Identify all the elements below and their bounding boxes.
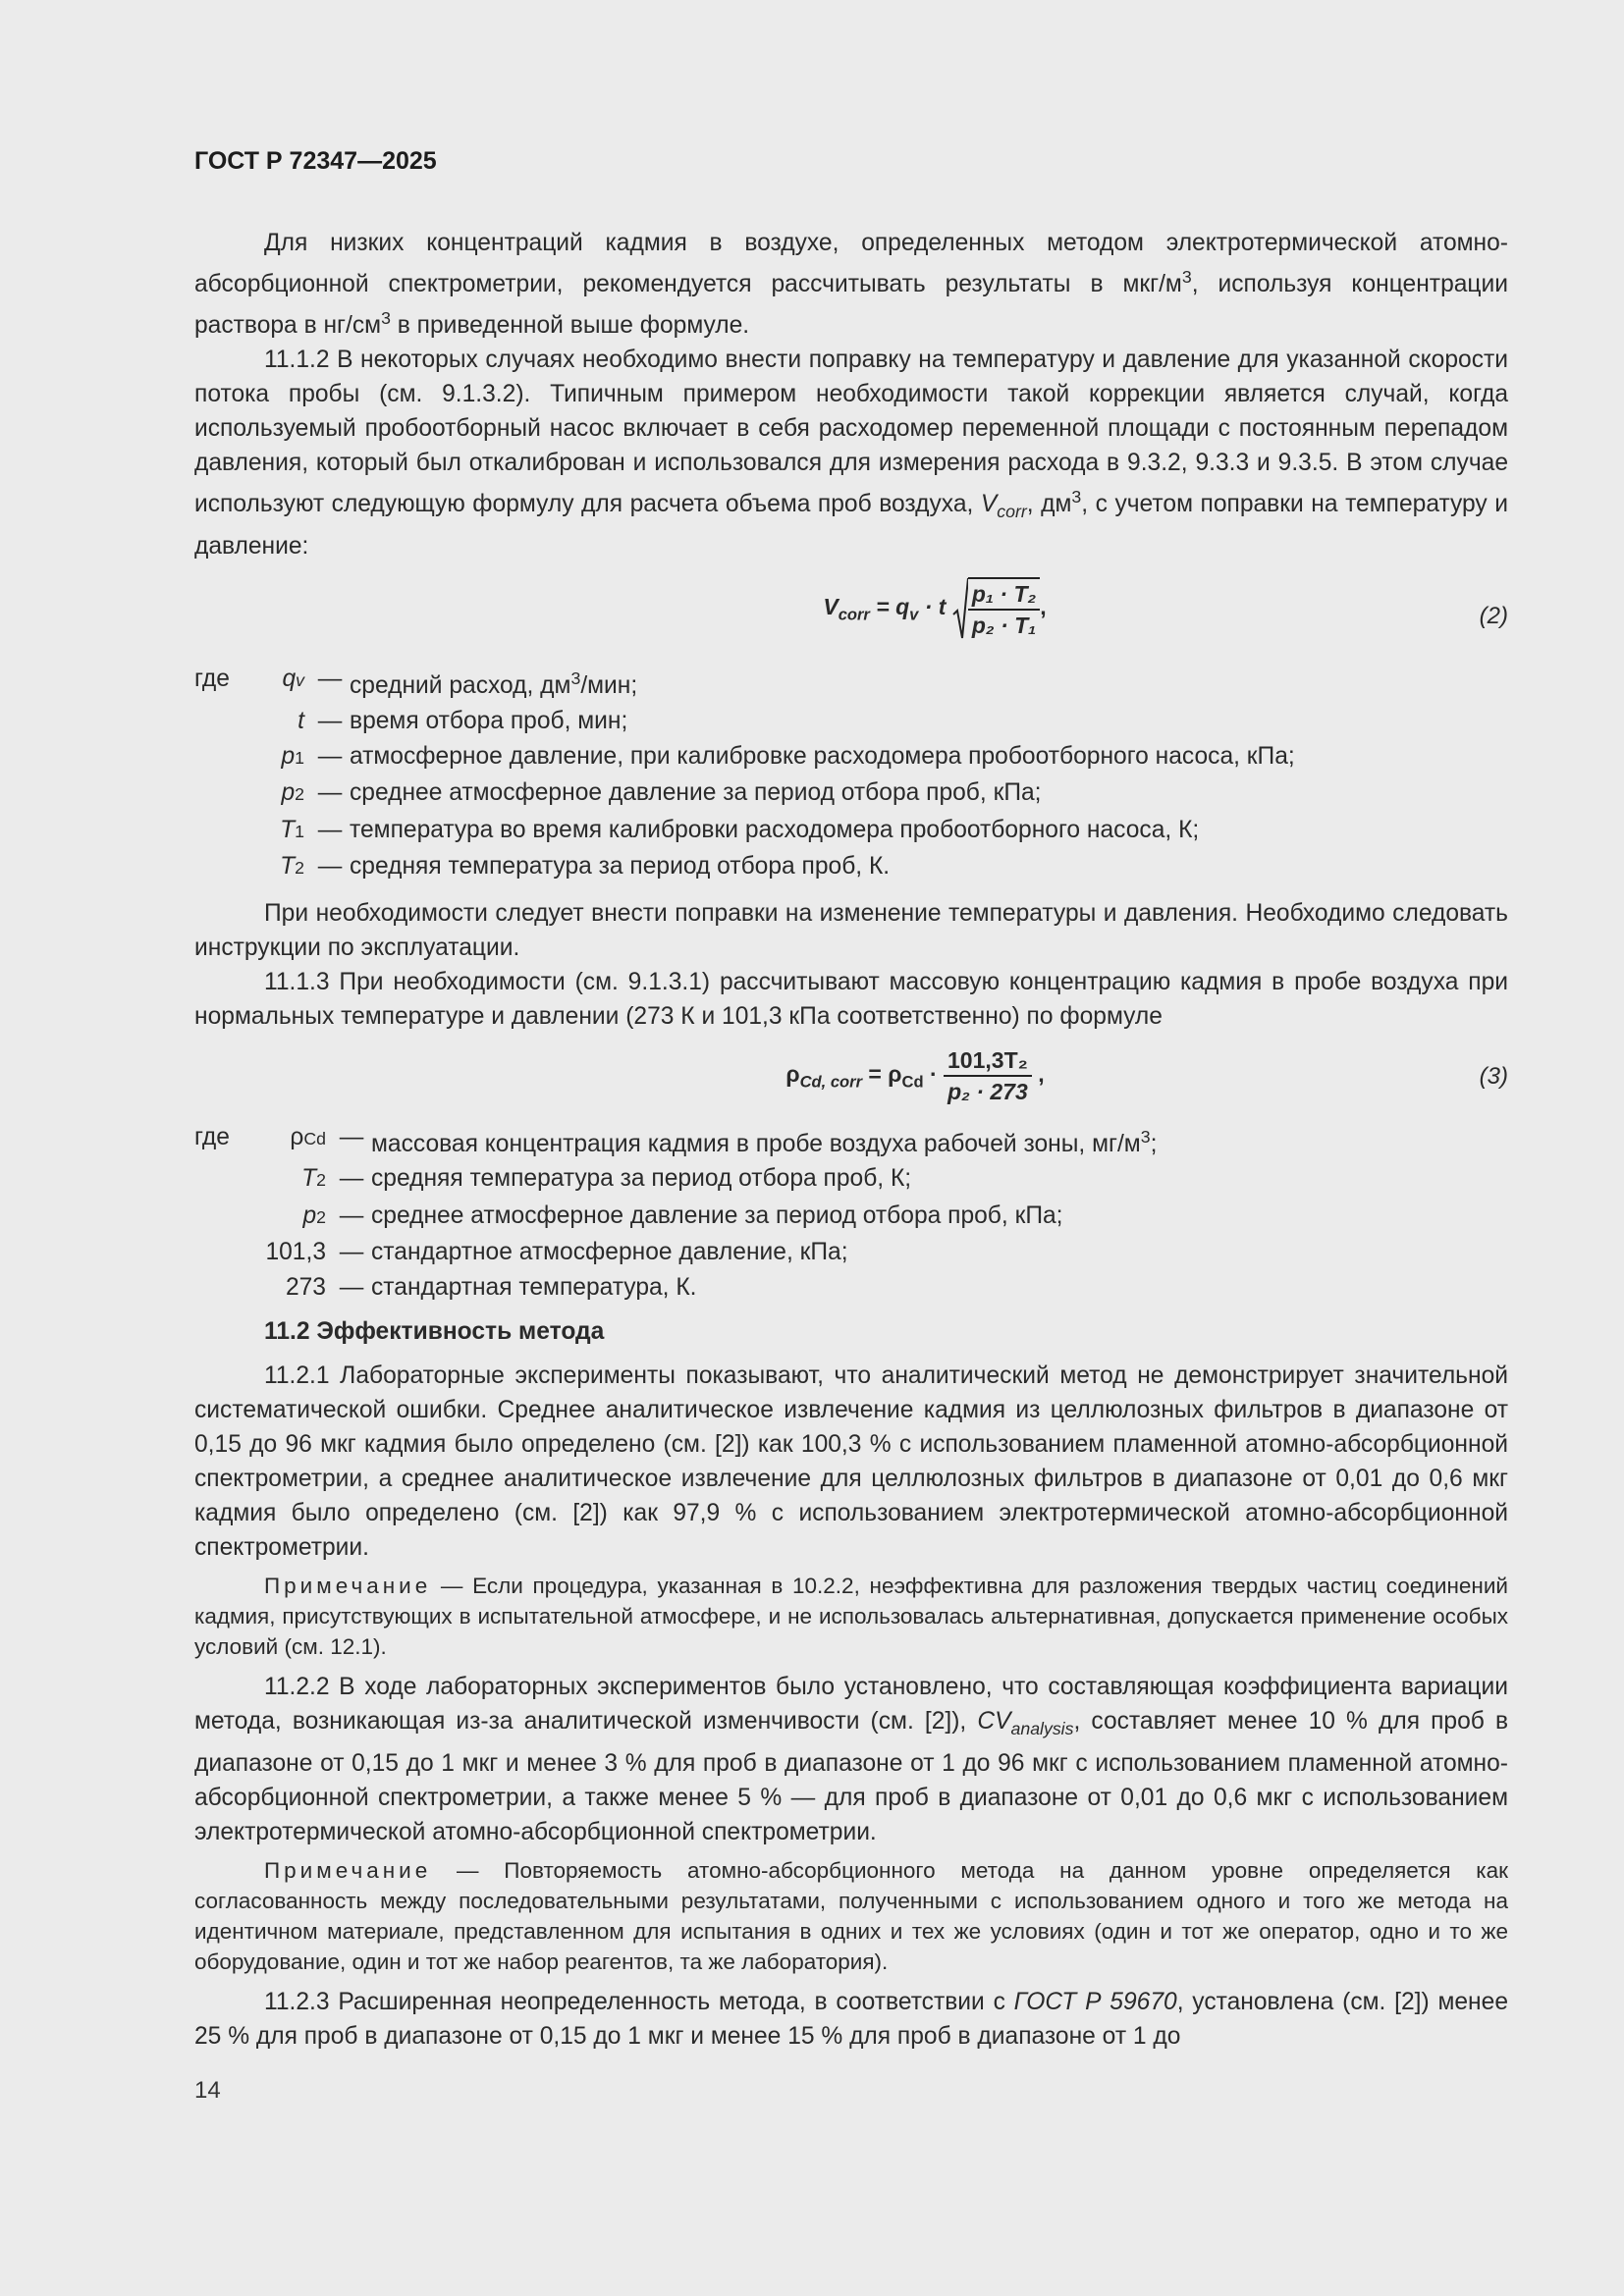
where-item bbox=[194, 813, 1508, 850]
formula-3 bbox=[194, 1038, 1508, 1116]
where-dash: — bbox=[317, 853, 343, 881]
formula-2 bbox=[194, 573, 1508, 660]
intro-paragraph bbox=[194, 226, 1508, 343]
where-symbol: T bbox=[280, 816, 296, 843]
where-description: среднее атмосферное давление за период отбора проб, кПа; bbox=[371, 1201, 1063, 1229]
where-symbol-sub: 2 bbox=[316, 1170, 326, 1191]
formula-2-eq: = q bbox=[869, 594, 910, 620]
where-item bbox=[194, 1235, 1508, 1270]
where-symbol: 101,3 bbox=[265, 1239, 326, 1266]
where-dash: — bbox=[317, 816, 343, 843]
document-code: ГОСТ Р 72347—2025 bbox=[194, 147, 437, 175]
where-list-3 bbox=[194, 1120, 1508, 1306]
formula-3-expression bbox=[322, 1045, 1508, 1106]
paragraph-11-1-2 bbox=[194, 343, 1508, 563]
where-item bbox=[194, 1199, 1508, 1236]
where-item bbox=[194, 739, 1508, 776]
where-dash: — bbox=[317, 708, 343, 735]
where-symbol-sub: 2 bbox=[316, 1206, 326, 1227]
page-number: 14 bbox=[194, 2077, 221, 2104]
where-dash: — bbox=[317, 742, 343, 770]
var-v-sub: corr bbox=[997, 502, 1027, 522]
note-1 bbox=[194, 1571, 1508, 1662]
var-cv-sub: analysis bbox=[1010, 1719, 1074, 1739]
where-item bbox=[194, 1161, 1508, 1199]
where-dash: — bbox=[339, 1239, 364, 1266]
paragraph-11-1-2-tail: , с учетом поправки на температуру и давление: bbox=[194, 491, 1508, 561]
sqrt-sign bbox=[952, 577, 1040, 640]
formula-2-denominator: p₂ · T₁ bbox=[971, 613, 1037, 639]
paragraph-11-2-3-text-a: 11.2.3 Расширенная неопределенность метода, в соответствии с bbox=[264, 1989, 1014, 2016]
where-description: средняя температура за период отбора проб, К; bbox=[371, 1165, 912, 1193]
where-description: стандартная температура, К. bbox=[371, 1273, 697, 1301]
intro-text-b: , используя концентрации раствора в нг/см bbox=[194, 271, 1508, 340]
where-dash: — bbox=[317, 666, 343, 693]
where-symbol: T bbox=[301, 1165, 317, 1193]
where-symbol: ρ bbox=[290, 1123, 304, 1150]
formula-3-comma: , bbox=[1038, 1060, 1045, 1087]
formula-3-lhs-sub: Cd, corr bbox=[799, 1072, 863, 1092]
intro-text-a: Для низких концентраций кадмия в воздухе, определенных методом электротермической атомно-абсорбционной спектрометрии, рекомендуется рассчитывать результаты в мкг/м bbox=[194, 230, 1508, 298]
formula-3-denominator: p₂ · 273 bbox=[947, 1078, 1028, 1104]
where-symbol: q bbox=[282, 666, 297, 693]
formula-2-lhs-sub: corr bbox=[838, 606, 870, 625]
where-text-tail: /мин; bbox=[580, 672, 638, 700]
note-1-text: — Если процедура, указанная в 10.2.2, неэффективна для разложения твердых частиц соединений кадмия, присутствующих в испытательной атмосфере, и не использовалась альтернативная, допускается применение особых условий (см. 12.1). bbox=[194, 1574, 1508, 1660]
formula-3-numerator: 101,3T₂ bbox=[944, 1045, 1032, 1077]
where-symbol-sub: 1 bbox=[295, 821, 304, 841]
section-heading-11-2: 11.2 Эффективность метода bbox=[264, 1318, 605, 1346]
where-dash: — bbox=[339, 1165, 364, 1193]
where-item bbox=[194, 1270, 1508, 1306]
where-text-tail: ; bbox=[1150, 1130, 1158, 1157]
var-v: V bbox=[980, 491, 998, 518]
paragraph-11-2-2 bbox=[194, 1670, 1508, 1849]
where-list-2 bbox=[194, 662, 1508, 885]
where-symbol: p bbox=[281, 742, 296, 770]
paragraph-11-2-2-text-b: , составляет менее 10 % для проб в диапазоне от 0,15 до 1 мкг и менее 3 % для проб в диапазоне от 1 до 96 мкг с использованием пламенной атомно-абсорбционной спектрометрии, а также менее 5 % — для проб в диапазоне от 0,01 до 0,6 мкг с использованием электротермической атомно-абсорбционной спектрометрии. bbox=[194, 1708, 1509, 1846]
where-dash: — bbox=[339, 1201, 364, 1229]
note-2 bbox=[194, 1855, 1508, 1977]
where-text-sup: 3 bbox=[570, 668, 581, 689]
where-symbol-sub: v bbox=[296, 670, 304, 691]
formula-3-rho-sub: Cd bbox=[901, 1072, 924, 1092]
where-description bbox=[371, 1120, 1508, 1162]
unit-text: , дм bbox=[1026, 491, 1072, 518]
where-symbol: t bbox=[298, 708, 304, 735]
where-symbol: p bbox=[302, 1201, 317, 1229]
where-text-sup: 3 bbox=[1140, 1126, 1151, 1147]
note-2-text: — Повторяемость атомно-абсорбционного метода на данном уровне определяется как согласованность между последовательными результатами, полученными с использованием одного и того же метода на идентичном материале, представленном для испытания в одних и тех же условиях (один и тот же оператор, одно и то же оборудование, один и тот же набор реагентов, та же лаборатория). bbox=[194, 1858, 1508, 1975]
where-description bbox=[350, 662, 1508, 704]
formula-2-expression bbox=[361, 577, 1508, 640]
where-description: средняя температура за период отбора проб, К. bbox=[350, 853, 891, 881]
formula-3-lhs: ρ bbox=[785, 1060, 800, 1087]
where-item bbox=[194, 849, 1508, 886]
where-item bbox=[194, 775, 1508, 813]
formula-3-dot: · bbox=[923, 1060, 945, 1087]
formula-2-numerator: p₁ · T₂ bbox=[968, 579, 1040, 611]
where-description: время отбора проб, мин; bbox=[350, 708, 628, 735]
where-description: стандартное атмосферное давление, кПа; bbox=[371, 1239, 848, 1266]
formula-3-fraction bbox=[944, 1045, 1032, 1106]
where-dash: — bbox=[339, 1123, 364, 1150]
formula-3-number: (3) bbox=[1479, 1062, 1508, 1090]
where-description: среднее атмосферное давление за период отбора проб, кПа; bbox=[350, 779, 1042, 807]
formula-3-eq: = ρ bbox=[862, 1060, 902, 1087]
intro-sup-a: 3 bbox=[1181, 267, 1192, 287]
where-symbol: p bbox=[281, 779, 296, 807]
where-text: средний расход, дм bbox=[350, 672, 571, 700]
where-description: атмосферное давление, при калибровке расходомера пробоотборного насоса, кПа; bbox=[350, 742, 1295, 770]
formula-2-lhs: V bbox=[823, 594, 839, 620]
where-item bbox=[194, 662, 1508, 704]
document-body bbox=[194, 226, 1508, 2054]
paragraph-11-2-1: 11.2.1 Лабораторные эксперименты показывают, что аналитический метод не демонстрирует значительной систематической ошибки. Среднее аналитическое извлечение кадмия из целлюлозных фильтров в диапазоне от 0,15 до 96 мкг кадмия было определено (см. [2]) как 100,3 % с использованием пламенной атомно-абсорбционной спектрометрии, а среднее аналитическое извлечение для целлюлозных фильтров в диапазоне от 0,01 до 0,6 мкг кадмия было определено (см. [2]) как 97,9 % с использованием электротермической атомно-абсорбционной спектрометрии. bbox=[194, 1362, 1508, 1562]
paragraph-11-1-3: 11.1.3 При необходимости (см. 9.1.3.1) рассчитывают массовую концентрацию кадмия в пробе воздуха при нормальных температуре и давлении (273 К и 101,3 кПа соответственно) по формуле bbox=[194, 968, 1508, 1030]
paragraph-11-2-3 bbox=[194, 1985, 1508, 2054]
where-prefix: где bbox=[194, 666, 230, 693]
where-dash: — bbox=[317, 779, 343, 807]
paragraph-11-2-2-text-a: 11.2.2 В ходе лабораторных экспериментов было установлено, что составляющая коэффициента вариации метода, возникающая из-за аналитической изменчивости (см. [2]), bbox=[194, 1674, 1508, 1735]
var-cv: CV bbox=[977, 1708, 1011, 1735]
where-item bbox=[194, 1120, 1508, 1162]
formula-2-fraction bbox=[968, 579, 1040, 640]
paragraph-corrections: При необходимости следует внести поправки на изменение температуры и давления. Необходимо следовать инструкции по эксплуатации. bbox=[194, 899, 1508, 961]
formula-2-comma: , bbox=[1040, 594, 1047, 620]
standard-reference: ГОСТ Р 59670 bbox=[1013, 1989, 1177, 2016]
note-1-label: Примечание bbox=[264, 1574, 432, 1599]
where-prefix: где bbox=[194, 1123, 230, 1150]
paragraph-11-1-2-text: 11.1.2 В некоторых случаях необходимо внести поправку на температуру и давление для указанной скорости потока пробы (см. 9.1.3.2). Типичным примером необходимости такой коррекции является случай, когда используемый пробоотборный насос включает в себя расходомер переменной площади с постоянным перепадом давления, который был откалиброван и использовался для измерения расхода в 9.3.2, 9.3.3 и 9.3.5. В этом случае используют следующую формулу для расчета объема проб воздуха, bbox=[194, 347, 1508, 518]
intro-text-c: в приведенной выше формуле. bbox=[390, 312, 750, 340]
where-text: массовая концентрация кадмия в пробе воздуха рабочей зоны, мг/м bbox=[371, 1130, 1141, 1157]
where-symbol-sub: 1 bbox=[295, 747, 304, 768]
formula-2-number: (2) bbox=[1479, 603, 1508, 630]
where-dash: — bbox=[339, 1273, 364, 1301]
where-symbol-sub: 2 bbox=[295, 784, 304, 805]
unit-sup: 3 bbox=[1071, 487, 1082, 507]
where-symbol-sub: 2 bbox=[295, 858, 304, 879]
where-item bbox=[194, 704, 1508, 739]
where-symbol: 273 bbox=[285, 1273, 326, 1301]
where-symbol-sub: Cd bbox=[303, 1128, 326, 1148]
paragraph-11-2-3-text-b: , установлена (см. [2]) менее 25 % для проб в диапазоне от 0,15 до 1 мкг и менее 15 % для проб в диапазоне от 1 до bbox=[194, 1989, 1508, 2051]
formula-2-mid: · t bbox=[918, 594, 947, 620]
where-description: температура во время калибровки расходомера пробоотборного насоса, К; bbox=[350, 816, 1200, 843]
intro-sup-b: 3 bbox=[381, 308, 391, 329]
formula-2-q-sub: v bbox=[909, 606, 919, 625]
where-symbol: T bbox=[280, 853, 296, 881]
note-2-label: Примечание bbox=[264, 1858, 432, 1884]
